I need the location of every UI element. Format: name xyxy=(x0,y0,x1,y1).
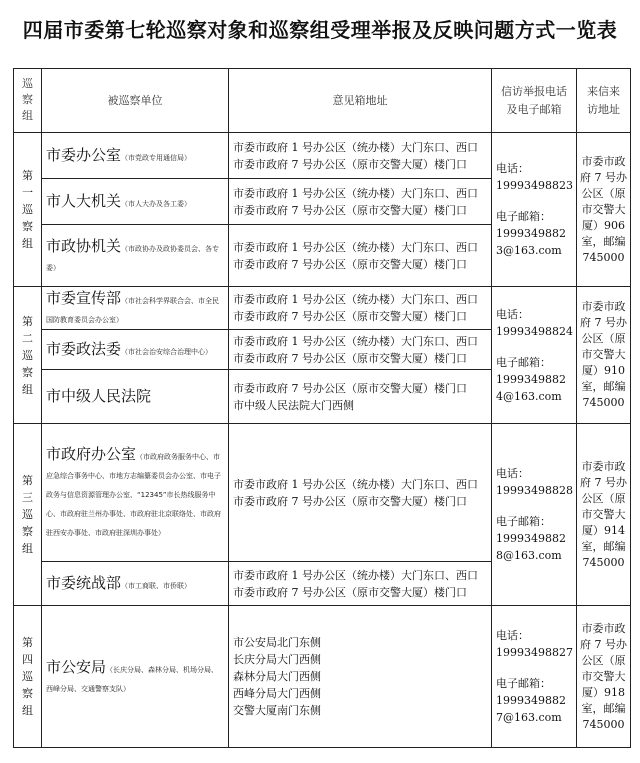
mail-address-cell: 市委市政府 7 号办公区（原市交警大厦）910 室，邮编 745000 xyxy=(577,287,631,424)
address-cell: 市委市政府 1 号办公区（统办楼）大门东口、西口 市委市政府 7 号办公区（原市交警大厦）楼门口 xyxy=(229,330,492,370)
header-box: 意见箱地址 xyxy=(229,69,492,133)
address-cell: 市委市政府 7 号办公区（原市交警大厦）楼门口 市中级人民法院大门西侧 xyxy=(229,370,492,424)
unit-cell: 市人大机关（市人大办及各工委） xyxy=(42,179,229,225)
table-row xyxy=(14,424,631,562)
unit-cell: 市委办公室（市党政专用通信局） xyxy=(42,133,229,179)
group-name-1: 第一巡察组 xyxy=(14,133,42,287)
inspection-table xyxy=(13,68,631,748)
contact-cell: 电话： 19993498824 电子邮箱： 19993498824@163.com xyxy=(492,287,577,424)
unit-cell: 市中级人民法院 xyxy=(42,370,229,424)
contact-cell: 电话： 19993498823 电子邮箱： 19993498823@163.com xyxy=(492,133,577,287)
unit-cell: 市政协机关（市政协办及政协委员会、各专委） xyxy=(42,225,229,287)
address-cell: 市委市政府 1 号办公区（统办楼）大门东口、西口 市委市政府 7 号办公区（原市交警大厦）楼门口 xyxy=(229,225,492,287)
mail-address-cell: 市委市政府 7 号办公区（原市交警大厦）914 室，邮编 745000 xyxy=(577,424,631,606)
header-group: 巡察组 xyxy=(14,69,42,133)
group-name-4: 第四巡察组 xyxy=(14,606,42,748)
group-name-2: 第二巡察组 xyxy=(14,287,42,424)
table-row xyxy=(14,133,631,179)
mail-address-cell: 市委市政府 7 号办公区（原市交警大厦）918 室，邮编 745000 xyxy=(577,606,631,748)
page-title: 四届市委第七轮巡察对象和巡察组受理举报及反映问题方式一览表 xyxy=(22,18,618,42)
address-cell: 市委市政府 1 号办公区（统办楼）大门东口、西口 市委市政府 7 号办公区（原市交警大厦）楼门口 xyxy=(229,424,492,562)
mail-address-cell: 市委市政府 7 号办公区（原市交警大厦）906 室，邮编 745000 xyxy=(577,133,631,287)
group-name-3: 第三巡察组 xyxy=(14,424,42,606)
table-row xyxy=(14,287,631,330)
header-unit: 被巡察单位 xyxy=(42,69,229,133)
address-cell: 市委市政府 1 号办公区（统办楼）大门东口、西口 市委市政府 7 号办公区（原市交警大厦）楼门口 xyxy=(229,287,492,330)
unit-cell: 市委宣传部（市社会科学界联合会、市全民国防教育委员会办公室） xyxy=(42,287,229,330)
unit-cell: 市委政法委（市社会治安综合治理中心） xyxy=(42,330,229,370)
address-cell: 市公安局北门东侧 长庆分局大门西侧 森林分局大门西侧 西峰分局大门西侧 交警大厦南门东侧 xyxy=(229,606,492,748)
address-cell: 市委市政府 1 号办公区（统办楼）大门东口、西口 市委市政府 7 号办公区（原市交警大厦）楼门口 xyxy=(229,562,492,606)
contact-cell: 电话： 19993498828 电子邮箱： 19993498828@163.com xyxy=(492,424,577,606)
unit-cell: 市委统战部（市工商联、市侨联） xyxy=(42,562,229,606)
contact-cell: 电话： 19993498827 电子邮箱： 19993498827@163.com xyxy=(492,606,577,748)
table-header-row xyxy=(14,69,631,133)
header-phone: 信访举报电话及电子邮箱 xyxy=(492,69,577,133)
address-cell: 市委市政府 1 号办公区（统办楼）大门东口、西口 市委市政府 7 号办公区（原市交警大厦）楼门口 xyxy=(229,179,492,225)
table-row xyxy=(14,606,631,748)
address-cell: 市委市政府 1 号办公区（统办楼）大门东口、西口 市委市政府 7 号办公区（原市交警大厦）楼门口 xyxy=(229,133,492,179)
header-mail: 来信来访地址 xyxy=(577,69,631,133)
unit-cell: 市政府办公室（市政府政务服务中心、市应急综合事务中心、市地方志编纂委员会办公室、市电子政务与信息资源管理办公室、“12345”市长热线服务中心、市政府驻兰州办事处、市政府驻北京联络处、市政府驻西安办事处、市政府驻深圳办事处） xyxy=(42,424,229,562)
unit-cell: 市公安局（长庆分局、森林分局、机场分局、西峰分局、交通警察支队） xyxy=(42,606,229,748)
